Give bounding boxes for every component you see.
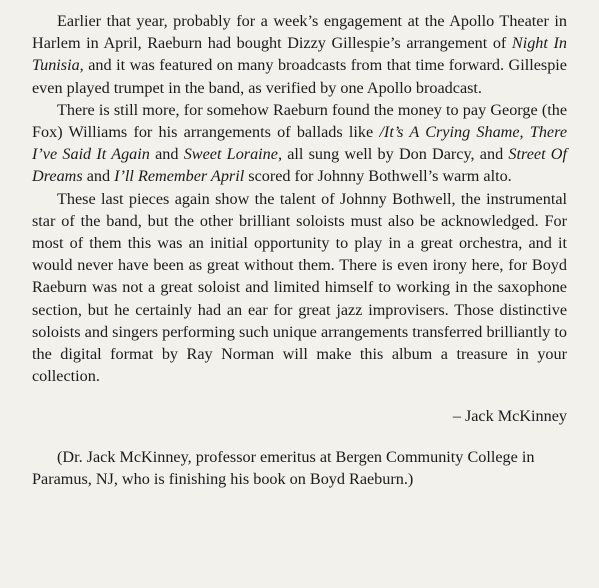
paragraph-2-title-sweet-loraine: Sweet Loraine,: [183, 145, 282, 164]
paragraph-2-segment-1: There is still more, for somehow Raeburn found the money to pay George (the Fox) Williams for his arrangements of ballads like: [32, 100, 567, 142]
author-signature: – Jack McKinney: [452, 407, 567, 426]
paragraph-2-segment-3: and: [149, 145, 184, 164]
paragraph-2-title-crying-shame: /It’s A Crying Shame, There I’ve Said It Again: [32, 123, 567, 164]
paragraph-2-title-remember-april: I’ll Remember April: [114, 167, 245, 186]
author-footnote: (Dr. Jack McKinney, professor emeritus at Bergen Community College in Paramus, NJ, who is finishing his book on Boyd Raeburn.): [32, 447, 535, 488]
paragraph-1-title-night-in-tunisia: Night In Tunisia,: [32, 34, 567, 75]
paragraph-2-segment-9: scored for Johnny Bothwell’s warm alto.: [244, 167, 512, 186]
paragraph-1: [32, 10, 567, 99]
paragraph-3: [32, 188, 567, 388]
paragraph-2-segment-5: all sung well by Don Darcy, and: [282, 145, 509, 164]
paragraph-2-segment-7: and: [82, 167, 115, 186]
paragraph-2-title-street-of-dreams: Street Of Dreams: [32, 145, 567, 186]
body-text: [32, 10, 567, 387]
paragraph-1-segment-3: and it was featured on many broadcasts from that time forward. Gillespie even played trumpet in the band, as verified by one Apollo broadcast.: [32, 56, 567, 97]
paragraph-2: [32, 99, 567, 188]
paragraph-3-segment-1: These last pieces again show the talent of Johnny Bothwell, the instrumental star of the band, but the other brilliant soloists must also be acknowledged. For most of them this was an initial opportunity to play in a great orchestra, and it would never have been as great without them. There is even irony here, for Boyd Raeburn was not a great soloist and limited himself to working in the saxophone section, but he certainly had an ear for great jazz improvisers. Those distinctive soloists and singers performing such unique arrangements transferred brilliantly to the digital format by Ray Norman will make this album a treasure in your collection.: [32, 189, 567, 386]
paragraph-1-segment-1: Earlier that year, probably for a week’s engagement at the Apollo Theater in Harlem in April, Raeburn had bought Dizzy Gillespie’s arrangement of: [32, 12, 567, 53]
